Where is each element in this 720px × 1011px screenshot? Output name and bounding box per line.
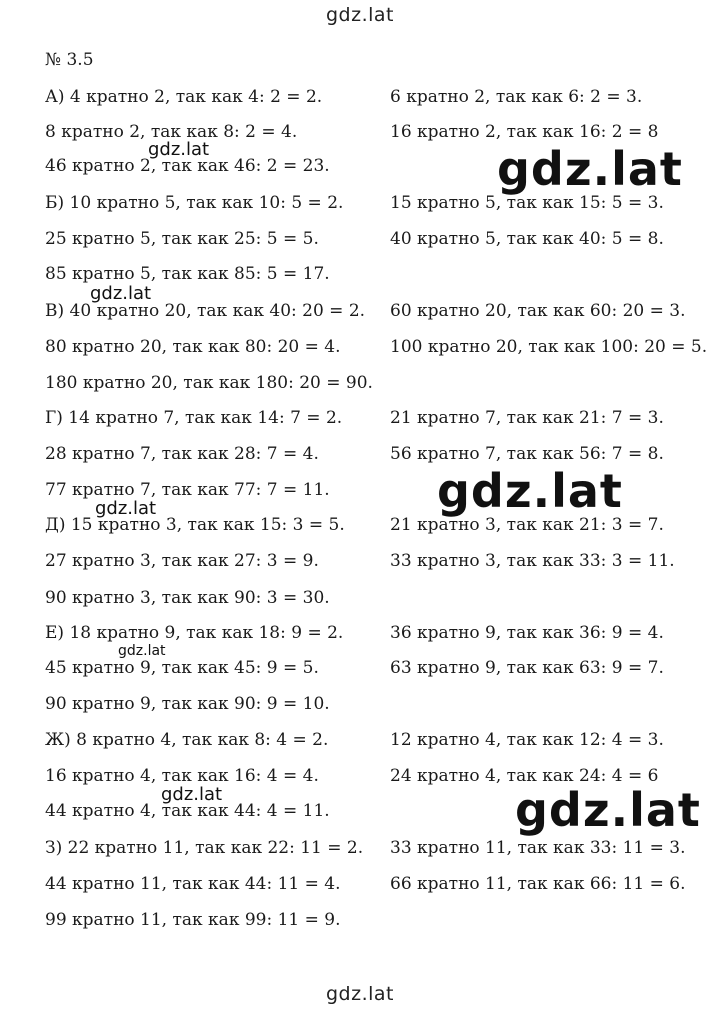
watermark-top: gdz.lat	[325, 4, 394, 26]
line-e4: 63 кратно 9, так как 63: 9 = 7.	[390, 658, 664, 678]
line-z1: З) 22 кратно 11, так как 22: 11 = 2.	[45, 838, 364, 858]
line-v1: В) 40 кратно 20, так как 40: 20 = 2.	[45, 301, 366, 321]
line-zh1: Ж) 8 кратно 4, так как 8: 4 = 2.	[45, 730, 329, 750]
line-d3: 27 кратно 3, так как 27: 3 = 9.	[45, 551, 319, 571]
line-zh2: 12 кратно 4, так как 12: 4 = 3.	[390, 730, 664, 750]
line-e2: 36 кратно 9, так как 36: 9 = 4.	[390, 623, 664, 643]
line-z2: 33 кратно 11, так как 33: 11 = 3.	[390, 838, 686, 858]
line-z4: 66 кратно 11, так как 66: 11 = 6.	[390, 874, 686, 894]
line-b1: Б) 10 кратно 5, так как 10: 5 = 2.	[45, 193, 344, 213]
line-e1: Е) 18 кратно 9, так как 18: 9 = 2.	[45, 623, 344, 643]
line-v4: 100 кратно 20, так как 100: 20 = 5.	[390, 337, 708, 357]
exercise-number: № 3.5	[45, 50, 94, 70]
line-d5: 90 кратно 3, так как 90: 3 = 30.	[45, 588, 330, 608]
line-b3: 25 кратно 5, так как 25: 5 = 5.	[45, 229, 319, 249]
line-a1: А) 4 кратно 2, так как 4: 2 = 2.	[45, 87, 323, 107]
line-v3: 80 кратно 20, так как 80: 20 = 4.	[45, 337, 341, 357]
watermark-large-2: gdz.lat	[437, 464, 623, 518]
line-g1: Г) 14 кратно 7, так как 14: 7 = 2.	[45, 408, 343, 428]
watermark-small-4: gdz.lat	[118, 643, 166, 659]
line-d2: 21 кратно 3, так как 21: 3 = 7.	[390, 515, 664, 535]
watermark-small-5: gdz.lat	[161, 784, 223, 805]
watermark-large-1: gdz.lat	[497, 142, 683, 196]
line-b2: 15 кратно 5, так как 15: 5 = 3.	[390, 193, 664, 213]
line-zh4: 24 кратно 4, так как 24: 4 = 6	[390, 766, 659, 786]
line-b5: 85 кратно 5, так как 85: 5 = 17.	[45, 264, 330, 284]
line-e3: 45 кратно 9, так как 45: 9 = 5.	[45, 658, 319, 678]
line-b4: 40 кратно 5, так как 40: 5 = 8.	[390, 229, 664, 249]
line-zh3: 16 кратно 4, так как 16: 4 = 4.	[45, 766, 319, 786]
line-d1: Д) 15 кратно 3, так как 15: 3 = 5.	[45, 515, 345, 535]
line-a3: 8 кратно 2, так как 8: 2 = 4.	[45, 122, 298, 142]
line-v5: 180 кратно 20, так как 180: 20 = 90.	[45, 373, 373, 393]
line-zh5: 44 кратно 4, так как 44: 4 = 11.	[45, 801, 330, 821]
line-v2: 60 кратно 20, так как 60: 20 = 3.	[390, 301, 686, 321]
watermark-small-2: gdz.lat	[90, 283, 152, 304]
line-z3: 44 кратно 11, так как 44: 11 = 4.	[45, 874, 341, 894]
line-g5: 77 кратно 7, так как 77: 7 = 11.	[45, 480, 330, 500]
line-a2: 6 кратно 2, так как 6: 2 = 3.	[390, 87, 643, 107]
line-g2: 21 кратно 7, так как 21: 7 = 3.	[390, 408, 664, 428]
line-g3: 28 кратно 7, так как 28: 7 = 4.	[45, 444, 319, 464]
line-a4: 16 кратно 2, так как 16: 2 = 8	[390, 122, 659, 142]
line-g4: 56 кратно 7, так как 56: 7 = 8.	[390, 444, 664, 464]
line-e5: 90 кратно 9, так как 90: 9 = 10.	[45, 694, 330, 714]
watermark-small-3: gdz.lat	[95, 498, 157, 519]
watermark-large-3: gdz.lat	[515, 783, 701, 837]
line-d4: 33 кратно 3, так как 33: 3 = 11.	[390, 551, 675, 571]
watermark-bottom: gdz.lat	[325, 983, 394, 1005]
line-z5: 99 кратно 11, так как 99: 11 = 9.	[45, 910, 341, 930]
line-a5: 46 кратно 2, так как 46: 2 = 23.	[45, 156, 330, 176]
watermark-small-1: gdz.lat	[148, 139, 210, 160]
